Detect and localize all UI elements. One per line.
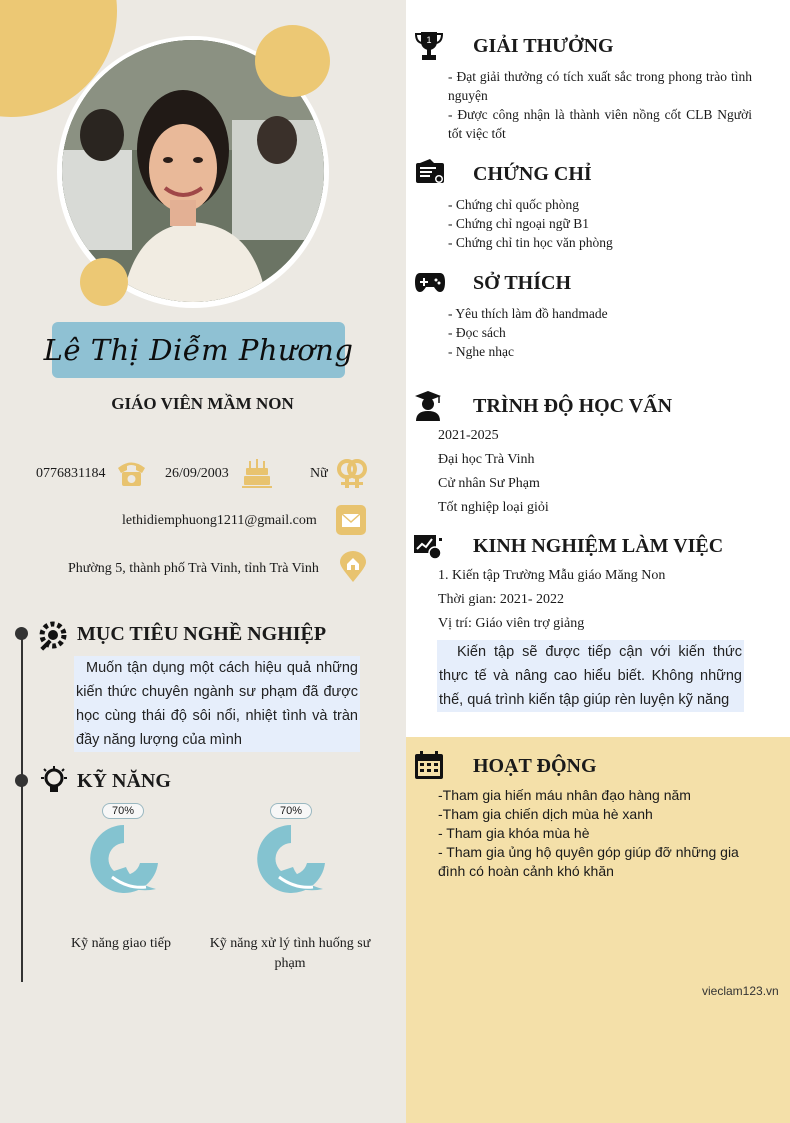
list-item: -Tham gia chiến dịch mùa hè xanh: [438, 806, 653, 822]
career-goal-text: Muốn tận dụng một cách hiệu quả những kiến thức chuyên ngành sư phạm đã được học cùng thái độ sôi nổi, nhiệt tình và tràn đầy năng lượng của mình: [74, 656, 360, 752]
list-item: - Tham gia khóa mùa hè: [438, 825, 590, 841]
skill-circle-icon: [88, 823, 160, 897]
list-item: - Chứng chỉ quốc phòng: [448, 197, 580, 212]
certificate-icon: [414, 158, 446, 188]
list-item: - Tham gia ủng hộ quyên góp giúp đỡ những gia đình có hoàn cảnh khó khăn: [438, 844, 739, 879]
education-degree: Cử nhân Sư Phạm: [438, 476, 540, 491]
tools-icon: [37, 619, 69, 651]
certificates-list: [448, 195, 613, 252]
decor-circle-top-right: [255, 25, 330, 97]
timeline-line: [21, 632, 23, 982]
certificates-heading: CHỨNG CHỈ: [473, 163, 592, 185]
email-address[interactable]: lethidiemphuong1211@gmail.com: [122, 513, 317, 528]
skill-label: Kỹ năng xử lý tình huống sư phạm: [209, 936, 371, 971]
career-goal-heading: MỤC TIÊU NGHỀ NGHIỆP: [77, 623, 327, 645]
activities-heading: HOẠT ĐỘNG: [473, 755, 597, 777]
experience-title: 1. Kiến tập Trường Mẫu giáo Măng Non: [438, 568, 666, 583]
hobbies-heading: SỞ THÍCH: [473, 272, 571, 294]
decor-circle-bottom: [80, 258, 128, 306]
job-title: GIÁO VIÊN MẦM NON: [111, 394, 294, 413]
skills-heading: KỸ NĂNG: [77, 770, 171, 792]
gender-icon: [336, 456, 368, 490]
experience-description: Kiến tập sẽ được tiếp cận với kiến thức thực tế và nâng cao hiểu biết. Không những thế, quá trình kiến tập giúp rèn luyện kỹ năng: [437, 640, 744, 712]
timeline-dot: [15, 627, 28, 640]
svg-text:1: 1: [426, 35, 432, 45]
list-item: -Tham gia hiến máu nhân đạo hàng năm: [438, 787, 691, 803]
list-item: - Yêu thích làm đồ handmade: [448, 306, 608, 321]
cake-icon: [241, 457, 273, 489]
location-icon: [339, 551, 367, 583]
list-item: - Chứng chỉ tin học văn phòng: [448, 235, 613, 250]
education-grade: Tốt nghiệp loại giỏi: [438, 500, 549, 515]
list-item: - Chứng chỉ ngoại ngữ B1: [448, 216, 589, 231]
phone-icon: [115, 458, 148, 488]
skill-circle-icon: [255, 823, 327, 897]
email-icon: [336, 505, 366, 535]
trophy-icon: [414, 30, 444, 62]
list-item: - Được công nhận là thành viên nồng cốt CLB Người tốt việc tốt: [448, 107, 752, 141]
list-item: - Đạt giải thưởng có tích xuất sắc trong phong trào tình nguyện: [448, 69, 752, 103]
full-name: Lê Thị Diễm Phương: [43, 333, 354, 367]
gender: Nữ: [310, 466, 328, 481]
education-heading: TRÌNH ĐỘ HỌC VẤN: [473, 395, 673, 417]
education-school: Đại học Trà Vinh: [438, 452, 535, 467]
experience-time: Thời gian: 2021- 2022: [438, 592, 564, 607]
skill-percent-badge: 70%: [102, 803, 144, 819]
name-banner: [43, 322, 354, 378]
calendar-icon: [414, 750, 444, 780]
watermark: vieclam123.vn: [702, 984, 779, 998]
graduate-icon: [414, 390, 442, 422]
timeline-dot: [15, 774, 28, 787]
education-period: 2021-2025: [438, 428, 499, 443]
skill-bulb-icon: [38, 765, 70, 797]
hobbies-list: [448, 304, 608, 361]
phone-number: 0776831184: [36, 466, 106, 481]
experience-heading: KINH NGHIỆM LÀM VIỆC: [473, 535, 724, 557]
skill-label: Kỹ năng giao tiếp: [71, 936, 171, 951]
activities-list: [438, 786, 758, 881]
awards-heading: GIẢI THƯỞNG: [473, 35, 614, 57]
birthday: 26/09/2003: [165, 466, 229, 481]
list-item: - Đọc sách: [448, 325, 506, 340]
skill-percent-badge: 70%: [270, 803, 312, 819]
experience-position: Vị trí: Giáo viên trợ giảng: [438, 616, 585, 631]
chart-icon: [413, 533, 443, 561]
gamepad-icon: [414, 270, 446, 294]
awards-list: [448, 67, 752, 143]
list-item: - Nghe nhạc: [448, 344, 514, 359]
address: Phường 5, thành phố Trà Vinh, tỉnh Trà Vinh: [68, 561, 319, 576]
